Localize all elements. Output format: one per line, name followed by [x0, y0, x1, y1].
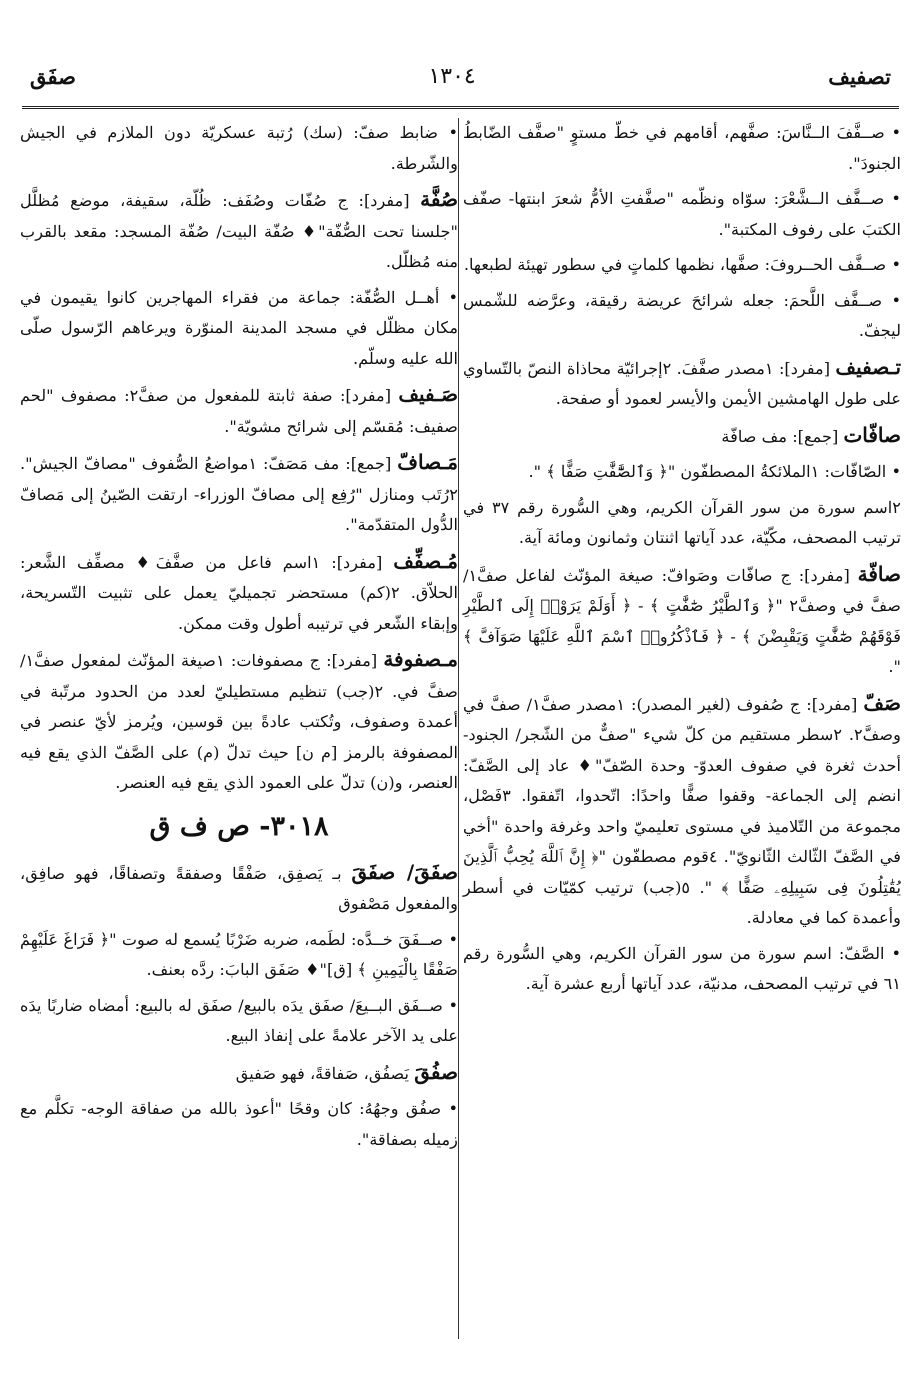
entry-definition: [مفرد]: ج مصفوفات: ١صيغة المؤنّث لمفعول صفَّ١/ صفَّ في. ٢(جب) تنظيم مستطيليّ لعدد من الحدود مرتّبة في أعمدة وصفوف، وتُكتب عادةً بين قوسين، ويُرمز لأيّ عنصر في المصفوفة بالرمز [م ن] حيث تدلّ (م) على الصَّفّ الذي يقع فيه العنصر، و(ن) تدلّ على العمود الذي يقع فيه العنصر.: [20, 651, 458, 792]
entry-headword: صفُقَ: [414, 1059, 458, 1084]
root-heading: ٣٠١٨- ص ف ق: [149, 810, 329, 842]
entry-definition: [مفرد]: ج صُفّات وصُفَف: ظُلّة، سقيفة، موضع مُظلَّل "جلسنا تحت الصُّفّة"♦ صُفّة البيت/ صُفّة المسجد: مقعد بالقرب منه مُظلّل.: [20, 191, 458, 271]
entry-headword: صافّة: [857, 561, 901, 586]
entry-definition: • صــفَّف اللَّحمَ: جعله شرائحَ عريضة رقيقة، وعرَّضه للشّمس ليجفّ.: [463, 290, 901, 340]
left-column: [20, 118, 458, 1160]
header-rule: [22, 106, 899, 109]
page-header: [30, 56, 891, 96]
dictionary-entry: [20, 447, 458, 541]
entry-definition: [مفرد]: ج صافّات وصَوافّ: صيغة المؤنّث لفاعل صفَّ١/ صفَّ في وصفَّ٢ "﴿ وَٱلطَّيْرُ صَٰٓفَّٰتٍ ﴾ - ﴿ أَوَلَمْ يَرَوْا۟ إِلَى ٱلطَّيْرِ فَوْقَهُمْ صَٰٓفَّٰتٍ وَيَقْبِضْنَ ﴾ - ﴿ فَٱذْكُرُوا۟ ٱسْمَ ٱللَّهِ عَلَيْهَا صَوَآفَّ ﴾ ".: [463, 565, 901, 676]
entry-headword: مَـصافّ: [397, 450, 458, 474]
dictionary-entry: [463, 493, 901, 554]
column-divider: [458, 118, 459, 1339]
entry-definition: • صفُق وجهُهُ: كان وقحًا "أعوذ بالله من صفاقة الوجه- تكلَّم مع زميله بصفاقة".: [20, 1099, 458, 1149]
dictionary-entry: [463, 457, 901, 488]
dictionary-entry: [463, 559, 901, 683]
entry-headword: مـصفوفة: [383, 647, 458, 671]
dictionary-entry: [463, 286, 901, 347]
entry-definition: • صــفَّفَ الــنَّاسَ: صفَّهم، أقامهم في خطّ مستوٍ "صفَّف الضّابطُ الجنودَ".: [463, 123, 901, 173]
entry-definition: [جمع]: مف صافّة: [721, 426, 844, 446]
dictionary-entry: [463, 939, 901, 1000]
header-guide-word-left: صفَق: [30, 63, 76, 89]
entry-headword: صفَقَ/ صفَقَ: [351, 859, 458, 884]
entry-definition: • صــفَّف الحــروفَ: صفَّها، نظمها كلماتٍ في سطور تهيئة لطبعها.: [463, 255, 901, 274]
entry-definition: • صــفَق البــيعَ/ صفَق يدَه بالبيع/ صفَق له بالبيع: أمضاه ضاربًا يدَه على يد الآخر علامةً على إنفاذ البيع.: [20, 995, 458, 1045]
entry-headword: مُـصفِّف: [393, 548, 458, 573]
entry-definition: ٢اسم سورة من سور القرآن الكريم، وهي السُّورة رقم ٣٧ في ترتيب المصحف، مكّيّة، عدد آياتها اثنتان وثمانون ومائة آية.: [463, 497, 901, 547]
entry-headword: تـصفيف: [835, 354, 902, 379]
dictionary-entry: [20, 1057, 458, 1090]
dictionary-entry: [463, 184, 901, 245]
entry-definition: [مفرد]: ١مصدر صفَّفَ. ٢إجرائيّة محاذاة النصّ بالتّساوي على طول الهامشين الأيمن والأيسر لعمود أو صفحة.: [463, 358, 901, 408]
dictionary-entry: [20, 857, 458, 920]
dictionary-entry: [463, 688, 901, 934]
header-guide-word-right: تصفيف: [828, 63, 891, 89]
right-column: [463, 118, 901, 1005]
page-number: ١٣٠٤: [428, 63, 476, 89]
dictionary-entry: [463, 250, 901, 281]
entry-headword: صَفّ: [863, 690, 902, 715]
dictionary-entry: [20, 283, 458, 375]
entry-definition: • الصّافّات: ١الملائكةُ المصطفّون "﴿ وَٱلصَّٰٓفَّٰتِ صَفًّا ﴾ ".: [528, 462, 901, 481]
dictionary-entry: [463, 118, 901, 179]
entry-definition: • صــفَّف الــشَّعْرَ: سوّاه ونظّمه "صفَّفتِ الأمُّ شعرَ ابنتها- صفّف الكتبَ على رفوف المكتبة".: [463, 189, 901, 239]
dictionary-entry: [20, 184, 458, 278]
entry-definition: يَصفُق، صَفاقةً، فهو صَفيق: [235, 1063, 415, 1083]
dictionary-entry: [20, 925, 458, 986]
dictionary-entry: [20, 644, 458, 799]
dictionary-entry: [20, 118, 458, 179]
dictionary-entry: [20, 1094, 458, 1155]
entry-definition: بـ يَصفِق، صَفْقًا وصفقةً وتصفاقًا، فهو صافِق، والمفعول مَصْفوق: [20, 863, 458, 913]
entry-headword: صافّات: [843, 422, 901, 447]
dictionary-entry: [20, 546, 458, 640]
entry-headword: صَـفيف: [398, 382, 459, 406]
entry-definition: [مفرد]: ج صُفوف (لغير المصدر): ١مصدر صفَّ١/ صفَّ في وصفَّ٢. ٢سطر مستقيم من كلّ شيء "صفٌّ من الشّجر/ الجنود- أحدث ثغرة في صفوف العدوّ- وحدة الصّفّ"♦ عاد إلى الصَّفّ: انضم إلى الجماعة- وقفوا صفًّا واحدًا: اتّحدوا، اتّفقوا. ٣فَصْل، مجموعة من التّلاميذ في مستوى تعليميّ واحد وغرفة واحدة "أخي في الصَّفّ الثّالث الثّانويّ". ٤قوم مصطفّون "﴿ إِنَّ ٱللَّهَ يُحِبُّ ٱلَّذِينَ يُقَٰتِلُونَ فِى سَبِيلِهِۦ صَفًّا ﴾ ". ٥(جب) ترتيب كمّيّات في أسطر وأعمدة كما في معادلة.: [463, 694, 901, 927]
dictionary-entry: [20, 991, 458, 1052]
entry-definition: • الصَّفّ: اسم سورة من سور القرآن الكريم، وهي السُّورة رقم ٦١ في ترتيب المصحف، مدنيّة، عدد آياتها أربع عشرة آية.: [463, 943, 901, 993]
entry-definition: • أهــل الصُّفّة: جماعة من فقراء المهاجرين كانوا يقيمون في مكان مظلّل في مسجد المدينة المنوّرة ويرعاهم الرّسول صلّى الله عليه وسلّم.: [20, 287, 458, 368]
entry-definition: [مفرد]: ١اسم فاعل من صفَّفَ♦ مصفِّف الشَّعر: الحلاّق. ٢(كم) مستحضر تجميليّ يعمل على تثبيت التّسريحة، وإبقاء الشّعر في ترتيبه أطول وقت ممكن.: [20, 552, 458, 633]
entry-definition: • ضابط صفّ: (سك) رُتبة عسكريّة دون الملازم في الجيش والشّرطة.: [20, 123, 458, 173]
entry-definition: • صــفَقَ خــدَّه: لطَمه، ضربه ضَرْبًا يُسمع له صوت "﴿ فَرَاغَ عَلَيْهِمْ صَفْقًا بِالْيَمِينِ ﴾ [ق]"♦ صَفَق البابَ: ردَّه بعنف.: [20, 929, 458, 979]
dictionary-entry: [463, 420, 901, 453]
dictionary-entry: [463, 352, 901, 415]
dictionary-entry: [20, 379, 458, 442]
entry-definition: [مفرد]: صفة ثابتة للمفعول من صفَّ٢: مصفوف "لحم صفيف: مُقسّم إلى شرائح مشويّة".: [20, 386, 458, 436]
entry-headword: صُفَّة: [420, 187, 458, 211]
entry-definition: [جمع]: مف مَصَفّ: ١مواضعُ الصُّفوف "مصافّ الجيش". ٢رُتَب ومنازل "رُفِع إلى مصافّ الوزراء- ارتقت الصّينُ إلى مَصافّ الدُّول المتقدّمة".: [20, 454, 458, 534]
